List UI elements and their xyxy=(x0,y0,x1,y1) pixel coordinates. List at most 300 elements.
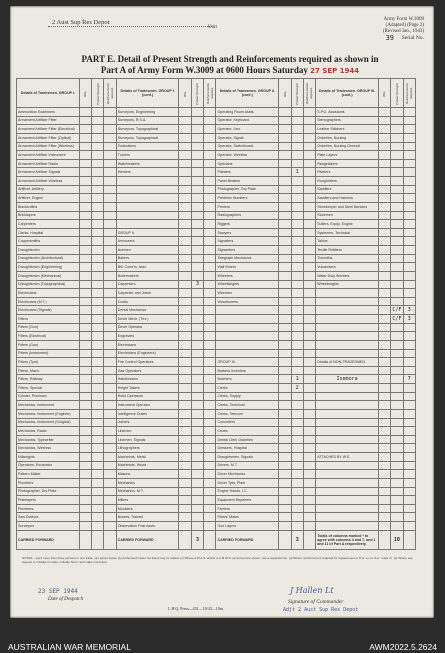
count-cell[interactable] xyxy=(391,142,403,151)
count-cell[interactable] xyxy=(179,384,191,393)
count-cell[interactable] xyxy=(79,340,91,349)
count-cell[interactable] xyxy=(204,151,216,160)
count-cell[interactable] xyxy=(378,159,390,168)
count-cell[interactable] xyxy=(279,116,291,125)
count-cell[interactable] xyxy=(403,453,415,462)
count-cell[interactable] xyxy=(403,271,415,280)
count-cell[interactable] xyxy=(179,470,191,479)
count-cell[interactable] xyxy=(79,487,91,496)
count-cell[interactable] xyxy=(378,271,390,280)
count-cell[interactable] xyxy=(179,177,191,186)
count-cell[interactable] xyxy=(391,461,403,470)
count-cell[interactable] xyxy=(378,504,390,513)
carried-forward-value[interactable]: 3 xyxy=(291,531,303,550)
count-cell[interactable] xyxy=(291,323,303,332)
count-cell[interactable] xyxy=(79,168,91,177)
count-cell[interactable] xyxy=(279,401,291,410)
count-cell[interactable] xyxy=(104,478,116,487)
count-cell[interactable] xyxy=(403,461,415,470)
count-cell[interactable] xyxy=(403,323,415,332)
count-cell[interactable] xyxy=(191,228,203,237)
count-cell[interactable] xyxy=(92,177,104,186)
count-cell[interactable] xyxy=(179,202,191,211)
count-cell[interactable] xyxy=(79,470,91,479)
count-cell[interactable] xyxy=(191,522,203,531)
count-cell[interactable] xyxy=(391,246,403,255)
count-cell[interactable] xyxy=(79,401,91,410)
count-cell[interactable] xyxy=(179,332,191,341)
count-cell[interactable] xyxy=(92,392,104,401)
count-cell[interactable] xyxy=(291,392,303,401)
count-cell[interactable] xyxy=(191,237,203,246)
count-cell[interactable] xyxy=(403,384,415,393)
count-cell[interactable] xyxy=(279,271,291,280)
count-cell[interactable] xyxy=(179,392,191,401)
count-cell[interactable] xyxy=(403,478,415,487)
count-cell[interactable] xyxy=(279,435,291,444)
count-cell[interactable] xyxy=(179,125,191,134)
count-cell[interactable] xyxy=(79,461,91,470)
count-cell[interactable] xyxy=(104,246,116,255)
count-cell[interactable] xyxy=(291,289,303,298)
count-cell[interactable] xyxy=(303,246,315,255)
count-cell[interactable] xyxy=(291,401,303,410)
count-cell[interactable] xyxy=(79,453,91,462)
count-cell[interactable] xyxy=(204,461,216,470)
count-cell[interactable] xyxy=(191,297,203,306)
count-cell[interactable] xyxy=(92,289,104,298)
count-cell[interactable] xyxy=(391,435,403,444)
count-cell[interactable] xyxy=(92,401,104,410)
count-cell[interactable] xyxy=(179,504,191,513)
count-cell[interactable] xyxy=(204,323,216,332)
count-cell[interactable] xyxy=(279,177,291,186)
count-cell[interactable] xyxy=(191,306,203,315)
count-cell[interactable] xyxy=(391,108,403,117)
carried-forward-value[interactable] xyxy=(79,531,91,550)
count-cell[interactable] xyxy=(279,487,291,496)
count-cell[interactable] xyxy=(92,108,104,117)
count-cell[interactable] xyxy=(92,332,104,341)
count-cell[interactable] xyxy=(378,306,390,315)
count-cell[interactable] xyxy=(191,151,203,160)
count-cell[interactable] xyxy=(104,470,116,479)
count-cell[interactable] xyxy=(291,453,303,462)
count-cell[interactable] xyxy=(79,220,91,229)
count-cell[interactable] xyxy=(179,366,191,375)
count-cell[interactable] xyxy=(179,323,191,332)
count-cell[interactable] xyxy=(191,358,203,367)
count-cell[interactable] xyxy=(378,392,390,401)
count-cell[interactable] xyxy=(104,358,116,367)
count-cell[interactable] xyxy=(303,470,315,479)
count-cell[interactable] xyxy=(191,185,203,194)
count-cell[interactable] xyxy=(92,220,104,229)
count-cell[interactable] xyxy=(391,125,403,134)
count-cell[interactable] xyxy=(191,116,203,125)
count-cell[interactable] xyxy=(291,366,303,375)
count-cell[interactable] xyxy=(303,228,315,237)
count-cell[interactable] xyxy=(291,315,303,324)
count-cell[interactable] xyxy=(378,297,390,306)
count-cell[interactable] xyxy=(291,513,303,522)
count-cell[interactable] xyxy=(291,211,303,220)
count-cell[interactable] xyxy=(279,263,291,272)
count-cell[interactable] xyxy=(204,185,216,194)
count-cell[interactable] xyxy=(303,384,315,393)
count-cell[interactable] xyxy=(303,194,315,203)
count-cell[interactable] xyxy=(378,228,390,237)
count-cell[interactable] xyxy=(279,125,291,134)
count-cell[interactable] xyxy=(291,340,303,349)
count-cell[interactable] xyxy=(279,513,291,522)
count-cell[interactable] xyxy=(291,133,303,142)
count-cell[interactable] xyxy=(291,116,303,125)
count-cell[interactable] xyxy=(92,522,104,531)
count-cell[interactable] xyxy=(204,228,216,237)
count-cell[interactable] xyxy=(391,487,403,496)
count-cell[interactable] xyxy=(204,220,216,229)
count-cell[interactable] xyxy=(303,306,315,315)
count-cell[interactable] xyxy=(191,159,203,168)
count-cell[interactable] xyxy=(291,228,303,237)
count-cell[interactable] xyxy=(303,453,315,462)
count-cell[interactable] xyxy=(303,522,315,531)
count-cell[interactable] xyxy=(378,349,390,358)
count-cell[interactable] xyxy=(92,323,104,332)
count-cell[interactable]: C/F xyxy=(392,315,402,322)
count-cell[interactable] xyxy=(204,133,216,142)
count-cell[interactable] xyxy=(92,185,104,194)
count-cell[interactable] xyxy=(92,384,104,393)
count-cell[interactable] xyxy=(191,392,203,401)
count-cell[interactable] xyxy=(104,125,116,134)
count-cell[interactable] xyxy=(92,349,104,358)
count-cell[interactable] xyxy=(391,151,403,160)
count-cell[interactable] xyxy=(92,427,104,436)
count-cell[interactable] xyxy=(378,151,390,160)
count-cell[interactable] xyxy=(403,280,415,289)
count-cell[interactable] xyxy=(279,504,291,513)
count-cell[interactable] xyxy=(191,435,203,444)
count-cell[interactable] xyxy=(104,263,116,272)
count-cell[interactable] xyxy=(391,116,403,125)
count-cell[interactable] xyxy=(79,228,91,237)
count-cell[interactable] xyxy=(291,177,303,186)
count-cell[interactable] xyxy=(191,315,203,324)
count-cell[interactable] xyxy=(303,375,315,384)
count-cell[interactable] xyxy=(303,358,315,367)
count-cell[interactable] xyxy=(79,366,91,375)
count-cell[interactable] xyxy=(79,418,91,427)
count-cell[interactable] xyxy=(191,513,203,522)
count-cell[interactable] xyxy=(403,392,415,401)
count-cell[interactable] xyxy=(303,133,315,142)
count-cell[interactable] xyxy=(104,461,116,470)
count-cell[interactable] xyxy=(104,504,116,513)
count-cell[interactable] xyxy=(291,185,303,194)
count-cell[interactable] xyxy=(191,340,203,349)
count-cell[interactable] xyxy=(378,254,390,263)
count-cell[interactable] xyxy=(79,478,91,487)
count-cell[interactable] xyxy=(179,358,191,367)
count-cell[interactable] xyxy=(92,202,104,211)
count-cell[interactable] xyxy=(179,228,191,237)
count-cell[interactable] xyxy=(191,418,203,427)
count-cell[interactable] xyxy=(92,358,104,367)
count-cell[interactable] xyxy=(191,375,203,384)
count-cell[interactable] xyxy=(179,168,191,177)
count-cell[interactable] xyxy=(179,461,191,470)
count-cell[interactable] xyxy=(279,323,291,332)
count-cell[interactable] xyxy=(104,409,116,418)
count-cell[interactable] xyxy=(403,349,415,358)
count-cell[interactable] xyxy=(378,453,390,462)
count-cell[interactable] xyxy=(179,409,191,418)
count-cell[interactable] xyxy=(291,254,303,263)
count-cell[interactable] xyxy=(403,237,415,246)
carried-forward-value[interactable] xyxy=(279,531,291,550)
count-cell[interactable] xyxy=(92,228,104,237)
count-cell[interactable] xyxy=(303,254,315,263)
count-cell[interactable] xyxy=(204,142,216,151)
count-cell[interactable] xyxy=(403,125,415,134)
count-cell[interactable] xyxy=(403,228,415,237)
count-cell[interactable] xyxy=(92,159,104,168)
count-cell[interactable] xyxy=(191,220,203,229)
count-cell[interactable] xyxy=(403,220,415,229)
count-cell[interactable] xyxy=(79,504,91,513)
count-cell[interactable] xyxy=(303,487,315,496)
count-cell[interactable] xyxy=(104,228,116,237)
count-cell[interactable] xyxy=(303,116,315,125)
count-cell[interactable] xyxy=(204,427,216,436)
count-cell[interactable] xyxy=(179,194,191,203)
count-cell[interactable] xyxy=(92,340,104,349)
count-cell[interactable] xyxy=(378,202,390,211)
count-cell[interactable] xyxy=(279,315,291,324)
count-cell[interactable] xyxy=(191,254,203,263)
count-cell[interactable] xyxy=(378,409,390,418)
count-cell[interactable] xyxy=(291,151,303,160)
count-cell[interactable] xyxy=(191,427,203,436)
count-cell[interactable] xyxy=(391,280,403,289)
count-cell[interactable] xyxy=(191,496,203,505)
count-cell[interactable] xyxy=(104,271,116,280)
count-cell[interactable]: C/F xyxy=(392,307,402,314)
count-cell[interactable] xyxy=(291,444,303,453)
count-cell[interactable] xyxy=(378,194,390,203)
count-cell[interactable] xyxy=(92,194,104,203)
count-cell[interactable] xyxy=(179,159,191,168)
count-cell[interactable] xyxy=(303,349,315,358)
count-cell[interactable] xyxy=(204,246,216,255)
count-cell[interactable] xyxy=(391,513,403,522)
count-cell[interactable] xyxy=(279,461,291,470)
count-cell[interactable] xyxy=(92,504,104,513)
count-cell[interactable] xyxy=(303,392,315,401)
count-cell[interactable] xyxy=(204,280,216,289)
count-cell[interactable] xyxy=(378,220,390,229)
count-cell[interactable]: 3 xyxy=(191,280,203,289)
count-cell[interactable] xyxy=(79,522,91,531)
count-cell[interactable] xyxy=(403,470,415,479)
count-cell[interactable] xyxy=(104,401,116,410)
count-cell[interactable] xyxy=(291,280,303,289)
count-cell[interactable] xyxy=(303,289,315,298)
count-cell[interactable] xyxy=(291,306,303,315)
count-cell[interactable] xyxy=(179,349,191,358)
count-cell[interactable] xyxy=(279,478,291,487)
count-cell[interactable] xyxy=(79,108,91,117)
count-cell[interactable] xyxy=(79,263,91,272)
count-cell[interactable] xyxy=(92,444,104,453)
count-cell[interactable] xyxy=(391,271,403,280)
count-cell[interactable] xyxy=(179,306,191,315)
count-cell[interactable] xyxy=(179,237,191,246)
count-cell[interactable] xyxy=(179,151,191,160)
count-cell[interactable] xyxy=(79,133,91,142)
count-cell[interactable] xyxy=(303,409,315,418)
count-cell[interactable] xyxy=(303,461,315,470)
count-cell[interactable] xyxy=(391,177,403,186)
count-cell[interactable] xyxy=(279,246,291,255)
count-cell[interactable] xyxy=(204,470,216,479)
count-cell[interactable] xyxy=(79,513,91,522)
count-cell[interactable] xyxy=(179,297,191,306)
count-cell[interactable] xyxy=(291,470,303,479)
count-cell[interactable] xyxy=(303,168,315,177)
count-cell[interactable] xyxy=(279,358,291,367)
count-cell[interactable] xyxy=(391,254,403,263)
count-cell[interactable] xyxy=(391,168,403,177)
count-cell[interactable] xyxy=(378,125,390,134)
count-cell[interactable] xyxy=(179,289,191,298)
count-cell[interactable] xyxy=(403,504,415,513)
count-cell[interactable] xyxy=(391,263,403,272)
count-cell[interactable] xyxy=(191,366,203,375)
count-cell[interactable] xyxy=(104,116,116,125)
count-cell[interactable] xyxy=(179,263,191,272)
count-cell[interactable] xyxy=(204,263,216,272)
count-cell[interactable] xyxy=(291,220,303,229)
count-cell[interactable] xyxy=(279,453,291,462)
count-cell[interactable] xyxy=(279,220,291,229)
count-cell[interactable] xyxy=(92,142,104,151)
count-cell[interactable] xyxy=(79,315,91,324)
count-cell[interactable] xyxy=(92,133,104,142)
count-cell[interactable] xyxy=(92,470,104,479)
count-cell[interactable] xyxy=(378,177,390,186)
count-cell[interactable] xyxy=(303,401,315,410)
count-cell[interactable] xyxy=(191,289,203,298)
count-cell[interactable] xyxy=(204,168,216,177)
count-cell[interactable] xyxy=(79,280,91,289)
count-cell[interactable]: 1 xyxy=(291,168,303,177)
count-cell[interactable] xyxy=(391,340,403,349)
count-cell[interactable] xyxy=(279,297,291,306)
count-cell[interactable] xyxy=(391,444,403,453)
count-cell[interactable] xyxy=(204,384,216,393)
count-cell[interactable] xyxy=(403,246,415,255)
count-cell[interactable] xyxy=(104,487,116,496)
count-cell[interactable] xyxy=(191,349,203,358)
count-cell[interactable] xyxy=(104,185,116,194)
count-cell[interactable] xyxy=(92,496,104,505)
count-cell[interactable] xyxy=(403,289,415,298)
count-cell[interactable] xyxy=(79,496,91,505)
count-cell[interactable] xyxy=(104,444,116,453)
count-cell[interactable] xyxy=(179,280,191,289)
count-cell[interactable] xyxy=(279,228,291,237)
count-cell[interactable] xyxy=(403,108,415,117)
count-cell[interactable] xyxy=(403,159,415,168)
count-cell[interactable] xyxy=(279,392,291,401)
count-cell[interactable] xyxy=(104,349,116,358)
count-cell[interactable] xyxy=(291,108,303,117)
count-cell[interactable] xyxy=(391,358,403,367)
count-cell[interactable] xyxy=(303,271,315,280)
count-cell[interactable] xyxy=(104,332,116,341)
count-cell[interactable] xyxy=(378,487,390,496)
count-cell[interactable] xyxy=(291,522,303,531)
count-cell[interactable] xyxy=(204,125,216,134)
count-cell[interactable] xyxy=(279,496,291,505)
count-cell[interactable] xyxy=(204,116,216,125)
count-cell[interactable] xyxy=(104,194,116,203)
count-cell[interactable] xyxy=(378,280,390,289)
count-cell[interactable] xyxy=(291,271,303,280)
count-cell[interactable] xyxy=(191,125,203,134)
count-cell[interactable] xyxy=(104,211,116,220)
count-cell[interactable] xyxy=(403,444,415,453)
count-cell[interactable] xyxy=(79,444,91,453)
count-cell[interactable] xyxy=(204,254,216,263)
count-cell[interactable] xyxy=(303,427,315,436)
carried-forward-value[interactable] xyxy=(104,531,116,550)
count-cell[interactable] xyxy=(179,427,191,436)
count-cell[interactable] xyxy=(378,435,390,444)
count-cell[interactable] xyxy=(179,487,191,496)
count-cell[interactable] xyxy=(179,116,191,125)
count-cell[interactable] xyxy=(204,332,216,341)
count-cell[interactable] xyxy=(403,332,415,341)
count-cell[interactable] xyxy=(303,280,315,289)
count-cell[interactable] xyxy=(179,254,191,263)
count-cell[interactable] xyxy=(79,271,91,280)
count-cell[interactable] xyxy=(303,504,315,513)
count-cell[interactable]: 2 xyxy=(291,384,303,393)
count-cell[interactable] xyxy=(191,384,203,393)
count-cell[interactable] xyxy=(204,177,216,186)
count-cell[interactable] xyxy=(279,151,291,160)
count-cell[interactable] xyxy=(79,159,91,168)
count-cell[interactable] xyxy=(79,142,91,151)
count-cell[interactable] xyxy=(391,375,403,384)
count-cell[interactable] xyxy=(279,340,291,349)
count-cell[interactable] xyxy=(204,392,216,401)
count-cell[interactable] xyxy=(92,306,104,315)
count-cell[interactable] xyxy=(378,246,390,255)
count-cell[interactable] xyxy=(179,271,191,280)
count-cell[interactable] xyxy=(204,349,216,358)
carried-forward-value[interactable] xyxy=(92,531,104,550)
count-cell[interactable] xyxy=(204,478,216,487)
count-cell[interactable] xyxy=(279,133,291,142)
count-cell[interactable] xyxy=(191,246,203,255)
count-cell[interactable] xyxy=(378,418,390,427)
count-cell[interactable] xyxy=(403,401,415,410)
